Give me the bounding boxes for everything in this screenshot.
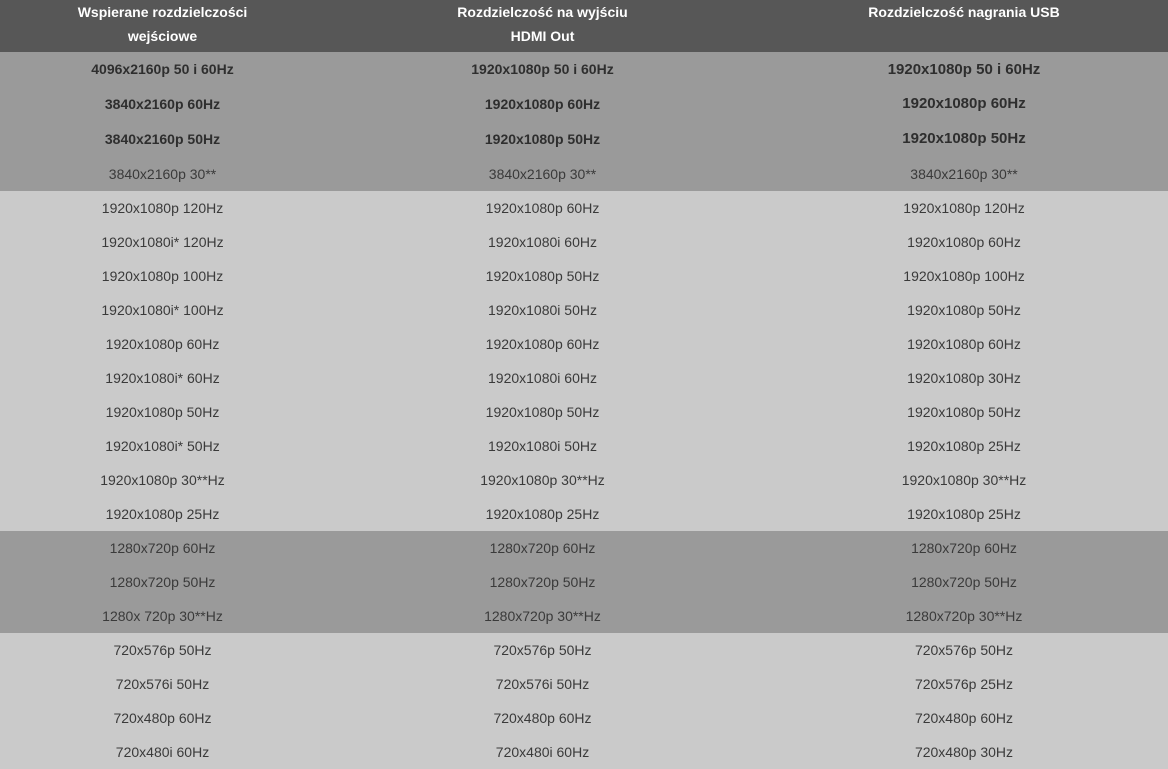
cell-input: 720x576i 50Hz — [115, 676, 210, 692]
cell-input: 720x480p 60Hz — [113, 710, 212, 726]
cell-hdmi: 1920x1080p 25Hz — [485, 506, 600, 522]
cell-hdmi: 1920x1080i 50Hz — [488, 438, 597, 454]
cell-hdmi: 1280x720p 60Hz — [489, 540, 596, 556]
cell-usb: 1920x1080p 50 i 60Hz — [887, 60, 1041, 78]
table-row — [0, 599, 1168, 633]
cell-usb: 1280x720p 60Hz — [911, 540, 1017, 556]
cell-hdmi: 1920x1080p 60Hz — [485, 336, 600, 352]
cell-hdmi: 1280x720p 50Hz — [489, 574, 596, 590]
table-row — [0, 86, 1168, 121]
header-usb-line1: Rozdzielczość nagrania USB — [868, 4, 1060, 20]
table-row — [0, 156, 1168, 191]
cell-input: 3840x2160p 50Hz — [104, 130, 221, 147]
cell-hdmi: 1920x1080p 60Hz — [484, 95, 601, 112]
cell-hdmi: 1920x1080p 50Hz — [484, 130, 601, 147]
cell-hdmi: 1920x1080i 60Hz — [488, 234, 597, 250]
cell-input: 1920x1080p 50Hz — [105, 404, 220, 420]
cell-usb: 1920x1080p 60Hz — [907, 234, 1021, 250]
row-group — [0, 191, 1168, 531]
cell-input: 1920x1080i* 120Hz — [101, 234, 224, 250]
cell-input: 1920x1080i* 100Hz — [101, 302, 224, 318]
header-hdmi-line1: Rozdzielczość na wyjściu — [457, 4, 628, 20]
cell-usb: 1280x720p 30**Hz — [905, 608, 1023, 624]
cell-hdmi: 720x576i 50Hz — [495, 676, 590, 692]
header-input — [0, 0, 325, 52]
cell-usb: 3840x2160p 30** — [910, 165, 1018, 182]
table-row — [0, 395, 1168, 429]
cell-usb: 720x576p 50Hz — [914, 642, 1014, 658]
cell-hdmi: 720x480i 60Hz — [495, 744, 590, 760]
cell-input: 1920x1080p 60Hz — [105, 336, 220, 352]
table-row — [0, 327, 1168, 361]
cell-input: 1920x1080p 120Hz — [101, 200, 224, 216]
cell-input: 1920x1080p 30**Hz — [100, 472, 225, 488]
cell-input: 3840x2160p 30** — [108, 165, 217, 182]
table-row — [0, 191, 1168, 225]
cell-input: 720x480i 60Hz — [115, 744, 210, 760]
row-group — [0, 52, 1168, 191]
cell-input: 1920x1080p 100Hz — [101, 268, 224, 284]
header-input-line1: Wspierane rozdzielczości — [77, 4, 248, 20]
table-row — [0, 701, 1168, 735]
cell-usb: 1920x1080p 30Hz — [907, 370, 1021, 386]
table-row — [0, 121, 1168, 156]
row-group — [0, 531, 1168, 633]
cell-hdmi: 1920x1080p 50Hz — [485, 268, 600, 284]
cell-hdmi: 1280x720p 30**Hz — [484, 608, 601, 624]
cell-input: 1920x1080i* 50Hz — [105, 438, 220, 454]
cell-input: 1280x720p 60Hz — [109, 540, 216, 556]
row-group — [0, 633, 1168, 769]
header-usb — [760, 0, 1168, 52]
cell-usb: 720x576p 25Hz — [914, 676, 1014, 692]
cell-input: 1280x720p 50Hz — [109, 574, 216, 590]
cell-usb: 720x480p 60Hz — [914, 710, 1014, 726]
table-row — [0, 667, 1168, 701]
cell-hdmi: 1920x1080i 60Hz — [488, 370, 597, 386]
table-row — [0, 52, 1168, 86]
cell-usb: 1920x1080p 60Hz — [902, 95, 1026, 112]
cell-hdmi: 1920x1080p 50Hz — [485, 404, 600, 420]
table-body — [0, 52, 1168, 769]
header-hdmi — [325, 0, 760, 52]
cell-usb: 1920x1080p 50Hz — [907, 404, 1021, 420]
cell-usb: 1280x720p 50Hz — [911, 574, 1017, 590]
cell-input: 1920x1080i* 60Hz — [105, 370, 220, 386]
cell-hdmi: 720x480p 60Hz — [493, 710, 592, 726]
table-row — [0, 293, 1168, 327]
table-row — [0, 361, 1168, 395]
cell-usb: 1920x1080p 25Hz — [907, 438, 1021, 454]
table-row — [0, 497, 1168, 531]
cell-input: 1280x 720p 30**Hz — [102, 608, 223, 624]
cell-usb: 1920x1080p 50Hz — [902, 130, 1026, 147]
table-row — [0, 565, 1168, 599]
cell-usb: 720x480p 30Hz — [914, 744, 1014, 760]
cell-usb: 1920x1080p 25Hz — [907, 506, 1021, 522]
table-row — [0, 429, 1168, 463]
cell-hdmi: 1920x1080i 50Hz — [488, 302, 597, 318]
cell-input: 3840x2160p 60Hz — [104, 95, 221, 112]
table-header — [0, 0, 1168, 52]
table-row — [0, 463, 1168, 497]
table-row — [0, 735, 1168, 769]
cell-hdmi: 1920x1080p 50 i 60Hz — [471, 61, 614, 77]
cell-hdmi: 1920x1080p 60Hz — [485, 200, 600, 216]
table-row — [0, 531, 1168, 565]
cell-hdmi: 1920x1080p 30**Hz — [480, 472, 605, 488]
cell-usb: 1920x1080p 120Hz — [903, 200, 1025, 216]
cell-input: 4096x2160p 50 i 60Hz — [91, 61, 234, 77]
table-row — [0, 259, 1168, 293]
cell-hdmi: 3840x2160p 30** — [488, 165, 597, 182]
cell-input: 1920x1080p 25Hz — [105, 506, 220, 522]
header-input-line2: wejściowe — [127, 28, 198, 44]
header-hdmi-line2: HDMI Out — [510, 28, 575, 44]
cell-usb: 1920x1080p 100Hz — [903, 268, 1025, 284]
table-row — [0, 633, 1168, 667]
cell-hdmi: 720x576p 50Hz — [493, 642, 592, 658]
table-row — [0, 225, 1168, 259]
cell-usb: 1920x1080p 50Hz — [907, 302, 1021, 318]
cell-input: 720x576p 50Hz — [113, 642, 212, 658]
cell-usb: 1920x1080p 60Hz — [907, 336, 1021, 352]
cell-usb: 1920x1080p 30**Hz — [901, 472, 1027, 488]
